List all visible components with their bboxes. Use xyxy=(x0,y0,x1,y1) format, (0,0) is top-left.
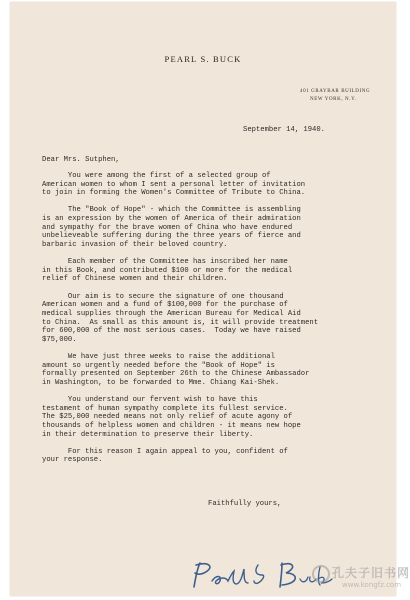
address-line-1: 401 GRAYBAR BUILDING xyxy=(300,89,371,94)
body-line: You were among the first of a selected group of xyxy=(42,172,271,180)
body-line: medical supplies through the American Bureau for Medical Aid xyxy=(42,309,301,318)
closing: Faithfully yours, xyxy=(208,500,282,508)
letterhead-address xyxy=(300,88,370,104)
body-line: amount so urgently needed before the "Book of Hope" is xyxy=(42,361,275,370)
body-line: your response. xyxy=(42,456,103,465)
letter-sheet xyxy=(10,2,410,596)
watermark-sub: www.kongfz.com xyxy=(342,581,402,589)
body-line: For this reason I again appeal to you, confident of xyxy=(42,447,288,456)
body-line: and sympathy for the brave women of China who have endured xyxy=(42,223,293,232)
body-line: relief of Chinese women and their children. xyxy=(42,275,228,284)
body-line: testament of human sympathy complete its fullest service. xyxy=(42,404,288,413)
address-line-2: NEW YORK, N.Y. xyxy=(310,97,357,102)
body-line: formally presented on September 26th to the Chinese Ambassador xyxy=(42,370,310,379)
body-line: Our aim is to secure the signature of one thousand xyxy=(42,292,284,301)
body-line: in their determination to preserve their liberty. xyxy=(42,430,254,439)
body-line: is an expression by the women of America of their admiration xyxy=(42,215,301,224)
salutation: Dear Mrs. Sutphen, xyxy=(42,156,120,164)
watermark-logo-icon xyxy=(312,565,330,583)
body-line: You understand our fervent wish to have this xyxy=(42,396,258,405)
body-line: unbelieveable suffering during the three years of fierce and xyxy=(42,232,301,241)
watermark-main: 孔夫子旧书网 xyxy=(332,566,410,580)
body-line: $75,000. xyxy=(42,335,77,344)
body-line: to join in forming the Women's Committee of Tribute to China. xyxy=(42,189,306,198)
letter-date: September 14, 1940. xyxy=(243,126,325,134)
body-line: to China. As small as this amount is, it will provide treatment xyxy=(42,318,319,327)
watermark xyxy=(310,562,410,594)
body-line: barbaric invasion of their beloved country. xyxy=(42,240,228,249)
body-line: The $25,000 needed means not only relief of acute agony of xyxy=(42,413,293,422)
letterhead-name: PEARL S. BUCK xyxy=(164,54,242,64)
body-line: in Washington, to be forwarded to Mme. Chiang Kai-Shek. xyxy=(42,378,280,387)
body-line: for 600,000 of the most serious cases. Today we have raised xyxy=(42,327,301,336)
body-line: American women and a fund of $100,000 for the purchase of xyxy=(42,301,288,310)
body-line: thousands of helpless women and children - it means new hope xyxy=(42,421,301,430)
body-line: in this Book, and contributed $100 or more for the medical xyxy=(42,266,293,275)
body-line: American women to whom I sent a personal letter of invitation xyxy=(42,180,306,189)
body-line: We have just three weeks to raise the additional xyxy=(42,353,275,362)
body-line: The "Book of Hope" - which the Committee is assembling xyxy=(42,206,301,215)
body-line: Each member of the Committee has inscribed her name xyxy=(42,258,288,267)
